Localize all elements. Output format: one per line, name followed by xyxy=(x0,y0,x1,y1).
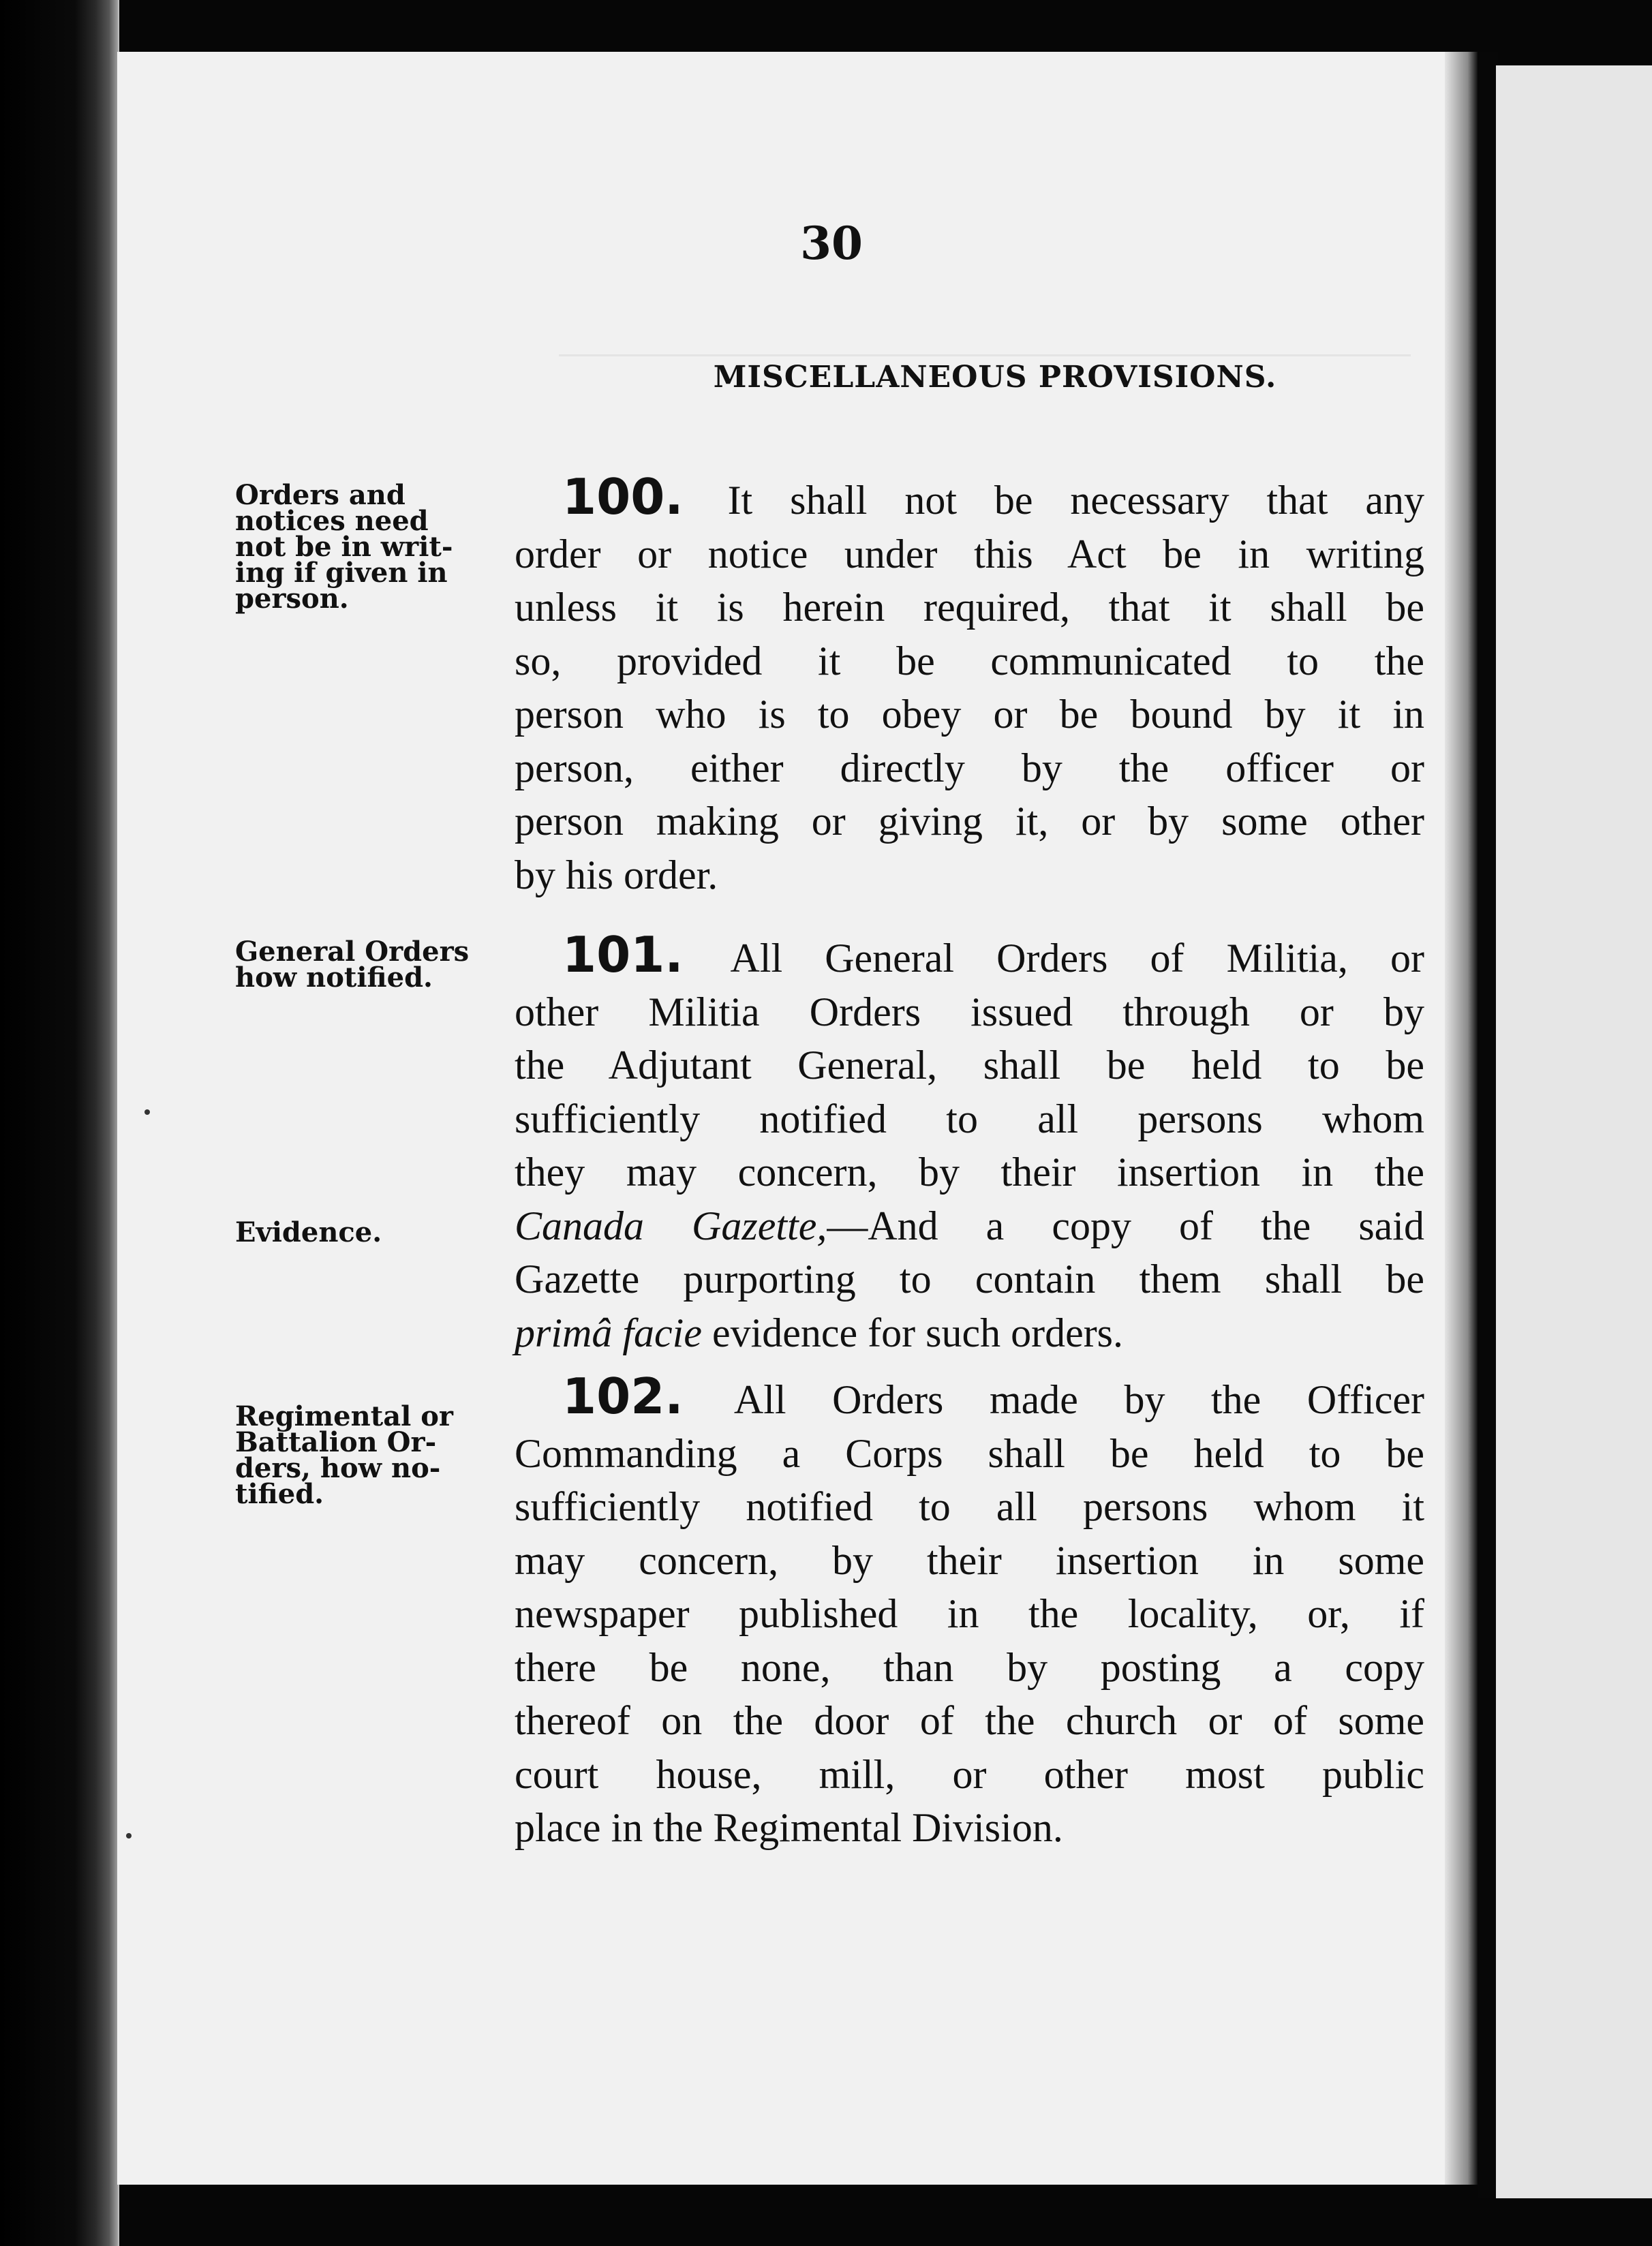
section-101 xyxy=(515,928,1424,1359)
margin-note-102 xyxy=(235,1400,487,1510)
paragraph-line: by his order. xyxy=(515,852,718,897)
paragraph-line: order or notice under this Act be in writing xyxy=(515,531,1424,576)
scan-speck xyxy=(126,1833,132,1839)
paragraph-line xyxy=(515,470,1424,527)
margin-note-line: notices need xyxy=(235,505,429,537)
page-gap xyxy=(1478,52,1498,2198)
paragraph-line: Commanding a Corps shall be held to be xyxy=(515,1430,1424,1476)
italic-text: primâ facie xyxy=(515,1310,702,1355)
paragraph-line: Gazette purporting to contain them shall be xyxy=(515,1257,1424,1302)
section-heading: MISCELLANEOUS PROVISIONS. xyxy=(713,360,1277,395)
section-number: 101. xyxy=(562,926,684,983)
paragraph-line: person who is to obey or be bound by it in xyxy=(515,692,1424,737)
paragraph-line: court house, mill, or other most public xyxy=(515,1751,1424,1797)
paragraph-line xyxy=(515,1370,1424,1427)
margin-note-line: Orders and xyxy=(235,479,406,511)
section-100 xyxy=(515,470,1424,902)
page-number: 30 xyxy=(800,217,863,270)
paragraph-line: unless it is herein required, that it shall be xyxy=(515,585,1424,630)
adjacent-page xyxy=(1496,65,1652,2198)
margin-note-evidence xyxy=(235,1216,487,1248)
margin-note-line: person. xyxy=(235,583,349,615)
paragraph-line: they may concern, by their insertion in the xyxy=(515,1150,1424,1195)
paragraph-line: sufficiently notified to all persons whom xyxy=(515,1096,1424,1141)
paragraph-line: other Militia Orders issued through or by xyxy=(515,989,1424,1034)
line-text: It shall not be necessary that any xyxy=(727,478,1425,523)
line-text: —And a copy of the said xyxy=(827,1203,1424,1248)
paragraph-line xyxy=(515,1199,1424,1253)
scan-speck xyxy=(144,1109,150,1115)
section-number: 100. xyxy=(562,468,684,525)
margin-note-line: ders, how no- xyxy=(235,1452,441,1484)
paragraph-line: so, provided it be communicated to the xyxy=(515,638,1424,683)
paragraph-line: sufficiently notified to all persons whom it xyxy=(515,1484,1424,1529)
paragraph-line: there be none, than by posting a copy xyxy=(515,1644,1424,1690)
binding-shadow xyxy=(0,0,119,2246)
margin-note-line: ing if given in xyxy=(235,557,448,589)
margin-note-line: Battalion Or- xyxy=(235,1426,437,1458)
margin-note-line: Regimental or xyxy=(235,1400,453,1432)
margin-note-100 xyxy=(235,479,487,615)
margin-note-line: not be in writ- xyxy=(235,531,453,563)
paragraph-line: place in the Regimental Division. xyxy=(515,1805,1063,1850)
margin-note-line: how notified. xyxy=(235,962,433,994)
italic-text: Canada Gazette, xyxy=(515,1203,827,1248)
bleed-through xyxy=(559,327,1411,356)
margin-note-101 xyxy=(235,936,487,994)
paragraph-line: newspaper published in the locality, or, if xyxy=(515,1591,1424,1636)
margin-note-line: Evidence. xyxy=(235,1216,382,1248)
paragraph-line: person making or giving it, or by some other xyxy=(515,799,1424,844)
margin-note-line: General Orders xyxy=(235,936,470,968)
section-102 xyxy=(515,1370,1424,1855)
page-edge-shadow xyxy=(1445,52,1478,2185)
line-text: All Orders made by the Officer xyxy=(733,1377,1424,1422)
paragraph-line: may concern, by their insertion in some xyxy=(515,1537,1424,1583)
paragraph-line: the Adjutant General, shall be held to be xyxy=(515,1043,1424,1088)
line-text: evidence for such orders. xyxy=(701,1310,1124,1355)
paragraph-line: thereof on the door of the church or of some xyxy=(515,1698,1424,1743)
section-number: 102. xyxy=(562,1368,684,1425)
line-text: All General Orders of Militia, or xyxy=(730,936,1424,981)
paragraph-line xyxy=(515,1306,1424,1360)
paragraph-line: person, either directly by the officer or xyxy=(515,745,1424,790)
margin-note-line: tified. xyxy=(235,1478,324,1510)
paragraph-line xyxy=(515,928,1424,985)
